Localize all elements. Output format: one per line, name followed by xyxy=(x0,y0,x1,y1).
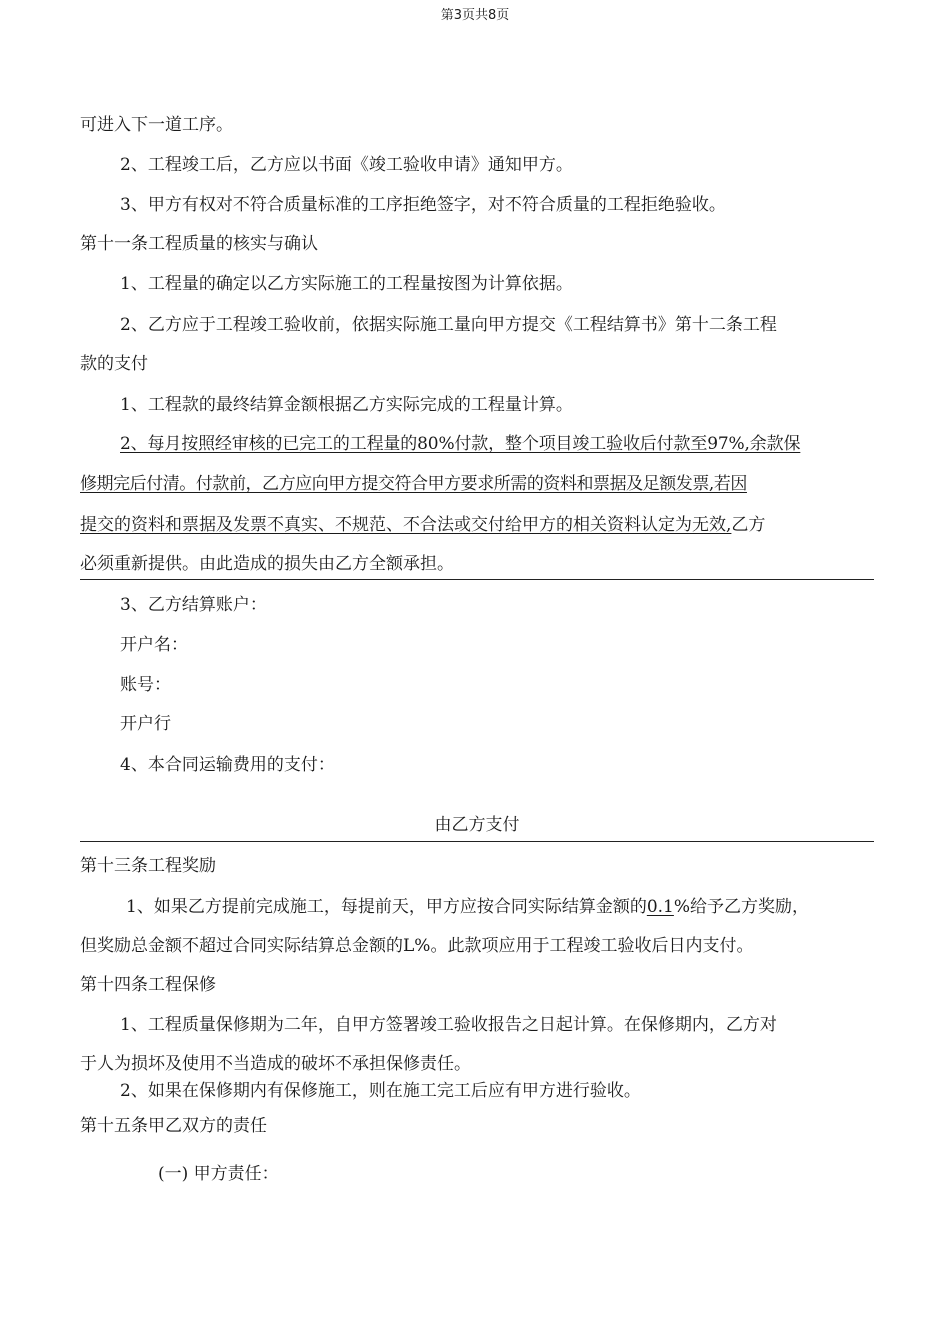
text-line: 3、乙方结算账户： xyxy=(120,595,267,615)
text-line: 必须重新提供。由此造成的损失由乙方全额承担。 xyxy=(80,554,454,574)
underlined-clause-line: 修期完后付清。付款前，乙方应向甲方提交符合甲方要求所需的资料和票据及足额发票,若因 xyxy=(80,474,747,494)
divider-line xyxy=(80,841,874,842)
page-indicator: 第3页共8页 xyxy=(440,8,510,23)
text-line: 可进入下一道工序。 xyxy=(80,115,233,135)
section-heading: 第十五条甲乙双方的责任 xyxy=(80,1116,267,1136)
form-field-label: 开户行 xyxy=(120,714,171,734)
text-line: %给予乙方奖励， xyxy=(673,897,810,917)
section-heading: 第十三条工程奖励 xyxy=(80,856,216,876)
form-field-label: 开户名： xyxy=(120,635,188,655)
section-heading: 款的支付 xyxy=(80,354,148,374)
text-line: 2、工程竣工后，乙方应以书面《竣工验收申请》通知甲方。 xyxy=(120,155,573,175)
text-line: 1、如果乙方提前完成施工，每提前天，甲方应按合同实际结算金额的 xyxy=(126,897,647,917)
text-line: 1、工程量的确定以乙方实际施工的工程量按图为计算依据。 xyxy=(120,274,573,294)
section-heading: 第十一条工程质量的核实与确认 xyxy=(80,234,318,254)
divider-line xyxy=(80,579,874,580)
underlined-clause-line: 提交的资料和票据及发票不真实、不规范、不合法或交付给甲方的相关资料认定为无效, xyxy=(80,515,732,535)
fill-in-value: 由乙方支付 xyxy=(434,815,520,835)
text-line: 但奖励总金额不超过合同实际结算总金额的L%。此款项应用于工程竣工验收后日内支付。 xyxy=(80,936,754,956)
text-line: 1、工程质量保修期为二年，自甲方签署竣工验收报告之日起计算。在保修期内，乙方对 xyxy=(120,1015,777,1035)
section-heading: 第十四条工程保修 xyxy=(80,975,216,995)
underlined-clause-line: 2、每月按照经审核的已完工的工程量的80%付款，整个项目竣工验收后付款至97%,余款保 xyxy=(120,434,801,454)
text-line: 乙方 xyxy=(731,515,766,535)
text-line: 4、本合同运输费用的支付： xyxy=(120,755,335,775)
form-field-label: 账号： xyxy=(120,675,171,695)
underlined-value: 0.1 xyxy=(646,897,674,917)
text-line: 2、乙方应于工程竣工验收前，依据实际施工量向甲方提交《工程结算书》第十二条工程 xyxy=(120,315,777,335)
text-line: 2、如果在保修期内有保修施工，则在施工完工后应有甲方进行验收。 xyxy=(120,1081,641,1101)
text-line: 3、甲方有权对不符合质量标准的工序拒绝签字，对不符合质量的工程拒绝验收。 xyxy=(120,195,726,215)
subsection-heading: (一) 甲方责任： xyxy=(158,1164,279,1184)
text-line: 于人为损坏及使用不当造成的破坏不承担保修责任。 xyxy=(80,1054,471,1074)
text-line: 1、工程款的最终结算金额根据乙方实际完成的工程量计算。 xyxy=(120,395,573,415)
